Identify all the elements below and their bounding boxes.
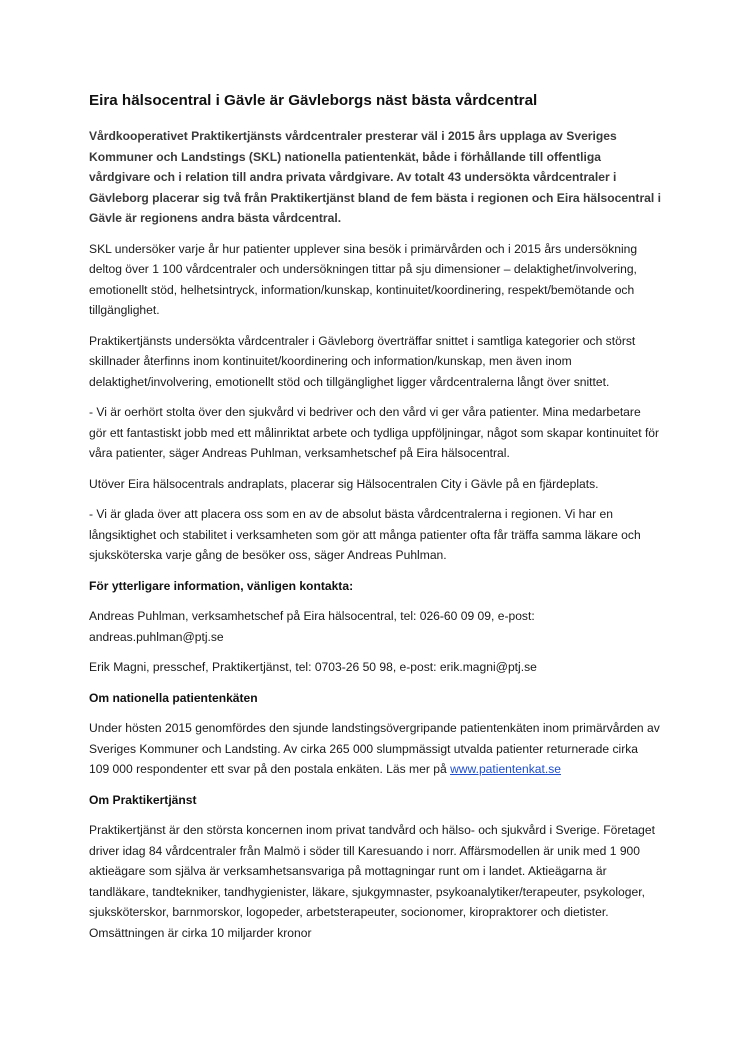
survey-paragraph (89, 718, 661, 780)
press-release-page (89, 90, 661, 953)
survey-heading: Om nationella patientenkäten (89, 690, 258, 705)
body-paragraph-results: Praktikertjänsts undersökta vårdcentraler i Gävleborg överträffar snittet i samtliga kategorier och störst skillnader återfinns inom kontinuitet/koordinering och information/kunskap, men även inom delaktighet/involvering, emotionellt stöd och tillgänglighet ligger vårdcentralerna långt över snittet. (89, 333, 636, 389)
quote-paragraph-2: - Vi är glada över att placera oss som en av de absolut bästa vårdcentralerna i regionen. Vi har en långsiktighet och stabilitet i verksamheten som gör att många patienter ofta får träffa samma läkare och sjuksköterska varje gång de besöker oss, säger Andreas Puhlman. (89, 507, 641, 562)
about-paragraph: Praktikertjänst är den största koncernen inom privat tandvård och hälso- och sjukvård i Sverige. Företaget driver idag 84 vårdcentraler från Malmö i söder till Karesuando i norr. Affärsmodellen är unik med 1 900 aktieägare som själva är verksamhetsansvariga på mottagningar runt om i landet. Aktieägarna är tandläkare, tandtekniker, tandhygienister, läkare, sjukgymnaster, psykoanalytiker/terapeuter, psykologer, sjuksköterskor, barnmorskor, logopeder, arbetsterapeuter, socionomer, kiropraktorer och dietister. Omsättningen är cirka 10 miljarder kronor (89, 823, 655, 940)
contact-erik: Erik Magni, presschef, Praktikertjänst, tel: 0703-26 50 98, e-post: erik.magni@ptj.se (89, 660, 537, 674)
contact-andreas: Andreas Puhlman, verksamhetschef på Eira hälsocentral, tel: 026-60 09 09, e-post: andreas.puhlman@ptj.se (89, 609, 535, 644)
quote-paragraph-1: - Vi är oerhört stolta över den sjukvård vi bedriver och den vård vi ger våra patienter. Mina medarbetare gör ett fantastiskt jobb med ett målinriktat arbete och tydliga uppföljningar, något som skapar kontinuitet för våra patienter, säger Andreas Puhlman, verksamhetschef på Eira hälsocentral. (89, 405, 660, 460)
lead-paragraph: Vårdkooperativet Praktikertjänsts vårdcentraler presterar väl i 2015 års upplaga av Sveriges Kommuner och Landstings (SKL) nationella patientenkät, både i förhållande till offentliga vårdgivare och i relation till andra privata vårdgivare. Av totalt 43 undersökta vårdcentraler i Gävleborg placerar sig två från Praktikertjänst bland de fem bästa i regionen och Eira hälsocentral i Gävle är regionens andra bästa vårdcentral. (89, 129, 661, 225)
body-paragraph-fourth-place: Utöver Eira hälsocentrals andraplats, placerar sig Hälsocentralen City i Gävle på en fjärdeplats. (89, 476, 599, 491)
body-paragraph-survey-intro: SKL undersöker varje år hur patienter upplever sina besök i primärvården och i 2015 års undersökning deltog över 1 100 vårdcentraler och undersökningen tittar på sju dimensioner – delaktighet/involvering, emotionellt stöd, helhetsintryck, information/kunskap, kontinuitet/koordinering, respekt/bemötande och tillgänglighet. (89, 241, 638, 317)
about-heading: Om Praktikertjänst (89, 792, 197, 807)
contact-heading: För ytterligare information, vänligen kontakta: (89, 578, 354, 593)
survey-text: Under hösten 2015 genomfördes den sjunde landstingsövergripande patientenkäten inom primärvården av Sveriges Kommuner och Landsting. Av cirka 265 000 slumpmässigt utvalda patienter returnerade cirka 109 000 respondenter ett svar på den postala enkäten. Läs mer på (89, 721, 660, 776)
patientenkat-link[interactable]: www.patientenkat.se (450, 762, 561, 776)
page-title: Eira hälsocentral i Gävle är Gävleborgs näst bästa vårdcentral (89, 92, 538, 109)
